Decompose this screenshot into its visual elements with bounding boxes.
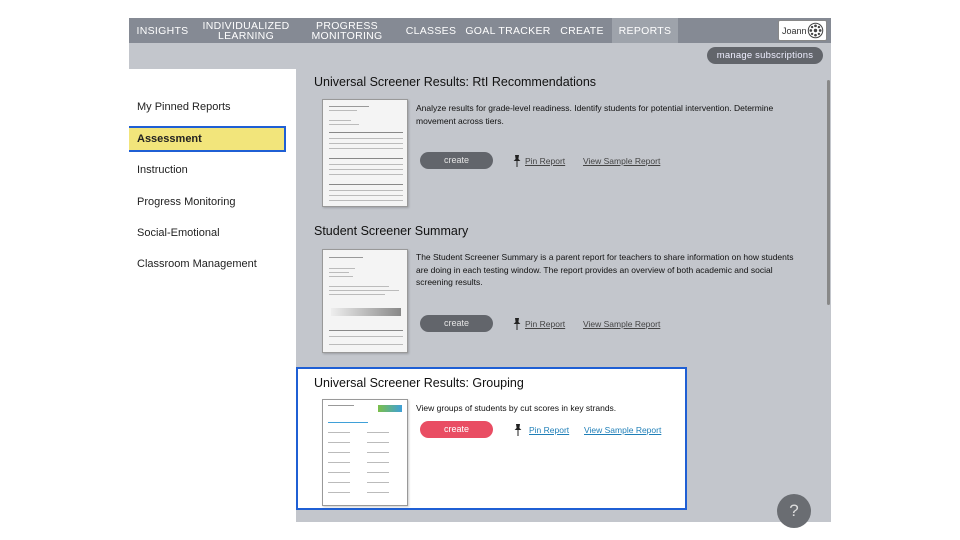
pin-icon[interactable] — [513, 423, 523, 437]
view-sample-report-link[interactable]: View Sample Report — [583, 156, 661, 166]
sidebar-item-classroom-management[interactable]: Classroom Management — [137, 258, 257, 270]
pin-report-link[interactable]: Pin Report — [529, 425, 570, 435]
sidebar-item-assessment[interactable]: Assessment — [129, 126, 286, 152]
report-thumbnail — [322, 99, 408, 207]
scrollbar-thumb[interactable] — [827, 80, 830, 305]
view-sample-report-link[interactable]: View Sample Report — [583, 319, 661, 329]
sidebar-item-my-pinned-reports[interactable]: My Pinned Reports — [137, 101, 231, 113]
report-title: Universal Screener Results: RtI Recommendations — [314, 75, 597, 89]
report-thumbnail — [322, 249, 408, 353]
user-name: Joann — [782, 25, 807, 36]
report-card-rti-recommendations — [296, 69, 831, 219]
report-thumbnail — [322, 399, 408, 506]
avatar-icon — [807, 22, 824, 39]
sidebar-item-instruction[interactable]: Instruction — [137, 164, 188, 176]
tab-goal-tracker[interactable]: GOAL TRACKER — [465, 24, 551, 37]
tab-classes[interactable]: CLASSES — [405, 24, 457, 37]
pin-icon[interactable] — [512, 154, 522, 168]
view-sample-report-link[interactable]: View Sample Report — [584, 425, 662, 435]
sidebar-item-progress-monitoring[interactable]: Progress Monitoring — [137, 196, 236, 208]
create-button[interactable]: create — [420, 315, 493, 332]
pin-icon[interactable] — [512, 317, 522, 331]
pin-report-link[interactable]: Pin Report — [525, 156, 566, 166]
sub-toolbar — [129, 43, 831, 69]
pin-report-link[interactable]: Pin Report — [525, 319, 566, 329]
manage-subscriptions-button[interactable]: manage subscriptions — [707, 47, 823, 64]
report-card-student-screener-summary — [296, 219, 831, 379]
tab-create[interactable]: CREATE — [560, 24, 604, 37]
tab-insights[interactable]: INSIGHTS — [136, 24, 189, 37]
tab-individualized-learning[interactable]: INDIVIDUALIZED LEARNING — [202, 19, 290, 42]
report-description: View groups of students by cut scores in key strands. — [416, 403, 617, 413]
help-button[interactable]: ? — [777, 494, 811, 528]
sidebar-item-social-emotional[interactable]: Social-Emotional — [137, 227, 220, 239]
report-card-grouping — [296, 367, 687, 510]
report-category-sidebar — [129, 69, 296, 522]
user-menu[interactable] — [778, 20, 827, 41]
tab-progress-monitoring[interactable]: PROGRESS MONITORING — [311, 19, 383, 42]
report-title: Universal Screener Results: Grouping — [314, 376, 524, 390]
report-description: The Student Screener Summary is a parent report for teachers to share information on how students are doing in each testing window. The report provides an overview of both academic and social screening results. — [416, 252, 794, 287]
top-navigation — [129, 18, 831, 43]
report-title: Student Screener Summary — [314, 224, 469, 238]
tab-reports[interactable]: REPORTS — [612, 18, 678, 43]
create-button[interactable]: create — [420, 152, 493, 169]
report-description: Analyze results for grade-level readiness. Identify students for potential intervention. Determine movement across tiers. — [416, 103, 774, 126]
create-button[interactable]: create — [420, 421, 493, 438]
